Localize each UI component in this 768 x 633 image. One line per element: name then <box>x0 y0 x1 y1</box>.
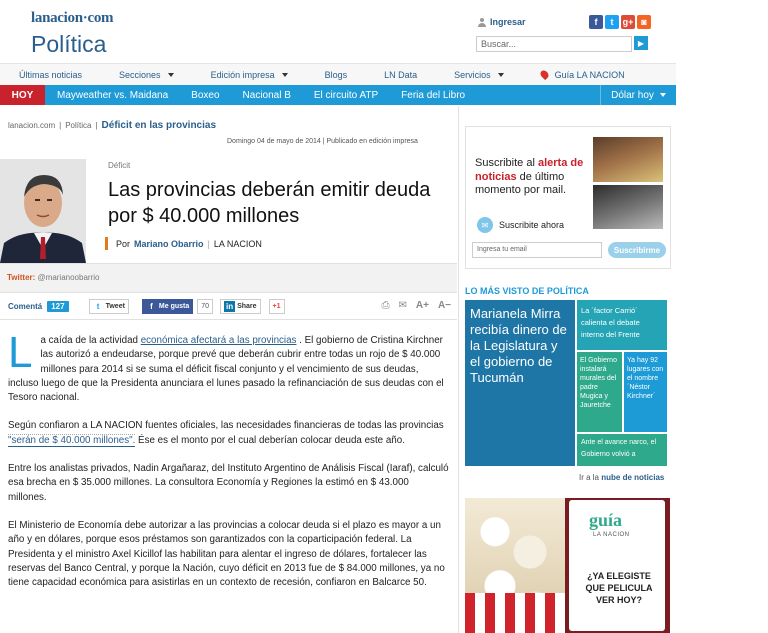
site-logo[interactable]: lanacion·com <box>31 10 114 26</box>
nav-servicios[interactable]: Servicios <box>435 70 522 80</box>
font-increase-icon[interactable]: A+ <box>415 300 429 311</box>
topic-link[interactable]: Mayweather vs. Maidana <box>57 89 169 101</box>
news-alert-box <box>465 126 671 269</box>
author-photo <box>0 159 86 263</box>
article-body <box>8 328 450 604</box>
nav-blogs[interactable]: Blogs <box>324 69 348 80</box>
breadcrumb-section[interactable]: Política <box>65 121 92 130</box>
byline-accent <box>105 237 108 250</box>
share-label: Share <box>237 303 257 310</box>
search-input[interactable]: Buscar... <box>476 36 632 52</box>
subscribe-now-link[interactable] <box>477 217 564 233</box>
twitter-icon: t <box>96 302 100 311</box>
section-title[interactable]: Política <box>31 31 107 57</box>
topic-link[interactable]: Boxeo <box>191 89 220 101</box>
article-tools <box>381 300 451 311</box>
main-nav <box>0 63 676 85</box>
article-byline <box>105 237 262 250</box>
drop-cap: L <box>8 328 33 377</box>
separator: | <box>59 121 62 130</box>
most-viewed-item[interactable]: El Gobierno instalará murales del padre Mugica y Jauretche <box>577 352 622 432</box>
gplus-label: +1 <box>272 303 281 310</box>
arrow-right-icon: ▶ <box>637 38 645 48</box>
dolar-dropdown[interactable] <box>600 85 676 105</box>
outlet-name: LA NACION <box>213 238 262 249</box>
separator: | <box>95 121 98 130</box>
guia-logo-sub: LA NACION <box>593 532 630 538</box>
ad-panel <box>569 500 665 631</box>
user-icon <box>478 18 486 27</box>
article-headline: Las provincias deberán emitir deuda por $ 40.000 millones <box>108 179 431 227</box>
popcorn-box-image <box>465 593 565 633</box>
cloud-link-label: nube de noticias <box>601 473 665 482</box>
nav-edicion-impresa[interactable]: Edición impresa <box>192 70 306 80</box>
caret-down-icon <box>168 73 174 77</box>
alert-text-highlight: alerta de noticias <box>475 157 584 183</box>
tweet-button[interactable] <box>89 299 129 314</box>
googleplus-button[interactable] <box>269 299 285 314</box>
news-cloud-link[interactable] <box>579 473 664 482</box>
email-icon[interactable]: ✉ <box>398 300 407 311</box>
subscribe-button[interactable]: Suscribirme <box>608 242 666 258</box>
tweet-label: Tweet <box>105 303 125 310</box>
topic-link[interactable]: El circuito ATP <box>313 89 379 101</box>
caret-down-icon <box>498 73 504 77</box>
alert-text-a: Suscribite al <box>475 157 538 169</box>
topics-bar <box>0 85 676 105</box>
twitter-icon[interactable]: t <box>605 15 619 29</box>
comment-button[interactable] <box>8 301 69 312</box>
author-portrait-image <box>0 159 86 263</box>
nav-ln-data[interactable]: LN Data <box>384 69 418 80</box>
paragraph <box>8 328 450 405</box>
twitter-handle[interactable]: @marianoobarrio <box>37 273 100 282</box>
site-header <box>0 0 676 85</box>
author-link[interactable]: Mariano Obarrio <box>134 238 204 249</box>
alert-thumbnail-image <box>593 185 663 229</box>
nav-ultimas-noticias[interactable]: Últimas noticias <box>19 69 83 80</box>
guia-logo: guía <box>589 510 623 530</box>
paragraph-text: a caída de la actividad <box>40 335 141 346</box>
most-viewed-item[interactable]: Ante el avance narco, el Gobierno volvió a <box>577 434 667 466</box>
share-bar <box>0 294 457 320</box>
most-viewed-item[interactable]: Ya hay 92 lugares con el nombre ´Néstor Kirchner´ <box>624 352 667 432</box>
facebook-icon[interactable]: f <box>589 15 603 29</box>
topic-link[interactable]: Nacional B <box>242 89 291 101</box>
cloud-prefix: Ir a la <box>579 473 600 482</box>
rss-icon[interactable]: ◙ <box>637 15 651 29</box>
search-button[interactable] <box>634 36 648 50</box>
social-links <box>589 15 651 29</box>
guia-advertisement[interactable] <box>465 498 670 633</box>
paragraph-text: . El gobierno de Cristina Kirchner las autorizó a endeudarse, porque prevé que deberán cubrir entre todas un rojo de $ 40.000 millones para 2014 si se suma el déficit fiscal conjunto y el vencimiento de sus deudas, incluso luego de que la Presidenta anunciara el lunes pasado la refinanciación de sus deudas con el Tesoro nacional. <box>8 335 444 404</box>
paragraph: El Ministerio de Economía debe autorizar a las provincias a colocar deuda si el plazo es mayor a un año y en dólares, porque esos préstamos son garantizados con la coparticipación federal. La Presidenta y el ministro Axel Kicillof las habilitan para alentar el ingreso de dólares, fortalecer las reservas del Banco Central, y porque la Nación, cuyo déficit en 2013 fue de $ 84.000 millones, ya no tiene capacidad económica para asistirlas en un contexto de recesión, confiaron en Balcarce 50. <box>8 519 445 589</box>
most-viewed-item[interactable]: La ´factor Carrió´ calienta el debate interno del Frente <box>577 300 667 350</box>
article-kicker[interactable]: Déficit <box>108 161 131 170</box>
article-header <box>0 150 457 263</box>
byline-prefix: Por <box>116 238 131 249</box>
paragraph: Entre los analistas privados, Nadin Argañaraz, del Instituto Argentino de Análisis Fiscal (Iaraf), calculó esa brecha en $ 35.000 millones. La consultora Economía y Regiones la estimó en $ 43.000 millones. <box>8 463 449 503</box>
most-viewed-item[interactable]: Marianela Mirra recibía dinero de la Legislatura y el gobierno de Tucumán <box>465 300 575 466</box>
facebook-icon: f <box>150 302 153 311</box>
topic-link[interactable]: Feria del Libro <box>401 89 466 101</box>
linkedin-icon: in <box>226 302 234 311</box>
font-decrease-icon[interactable]: A− <box>437 300 451 311</box>
subscribe-now-label: Suscribite ahora <box>499 220 565 230</box>
like-label: Me gusta <box>158 303 190 310</box>
like-button[interactable] <box>142 299 193 314</box>
inline-link[interactable]: económica afectará a las provincias <box>140 335 297 346</box>
linkedin-share-button[interactable] <box>220 299 260 314</box>
breadcrumb-site[interactable]: lanacion.com <box>8 121 56 130</box>
article-dateline: Domingo 04 de mayo de 2014 | Publicado en edición impresa <box>227 138 418 145</box>
alert-text <box>475 157 585 198</box>
paragraph-text: Ése es el monto por el cual deberían colocar deuda este año. <box>135 434 405 446</box>
caret-down-icon <box>282 73 288 77</box>
ad-question: ¿YA ELEGISTE QUE PELICULA VER HOY? <box>585 571 653 605</box>
nav-guia[interactable]: Guía LA NACION <box>522 70 643 80</box>
location-pin-icon <box>538 69 549 80</box>
alert-thumbnail-image <box>593 137 663 182</box>
nav-secciones[interactable]: Secciones <box>100 70 192 80</box>
inline-link[interactable]: "serán de $ 40.000 millones". <box>8 434 136 446</box>
most-viewed-title: LO MÁS VISTO DE POLÍTICA <box>465 286 589 296</box>
print-icon[interactable]: ⎙ <box>381 300 390 311</box>
dolar-label: Dólar hoy <box>611 89 654 101</box>
mail-icon: ✉ <box>477 217 493 233</box>
author-twitter-bar <box>0 263 457 293</box>
alert-text-b: de último momento por mail. <box>475 170 567 196</box>
separator: | <box>207 238 210 249</box>
paragraph-text: Según confiaron a LA NACION fuentes oficiales, las necesidades financieras de todas las provincias <box>8 420 444 432</box>
googleplus-icon[interactable]: g+ <box>622 17 634 27</box>
comment-count: 127 <box>47 301 68 312</box>
comment-label: Comentá <box>8 302 43 311</box>
breadcrumb-tag[interactable]: Déficit en las provincias <box>101 120 217 131</box>
caret-down-icon <box>660 93 666 97</box>
breadcrumb <box>8 120 216 131</box>
sidebar <box>458 106 676 633</box>
login-link[interactable] <box>478 17 526 27</box>
login-label: Ingresar <box>490 17 526 27</box>
hoy-label: HOY <box>0 85 45 105</box>
twitter-label: Twitter: <box>7 273 36 282</box>
email-field[interactable]: Ingresa tu email <box>472 242 602 258</box>
like-count: 70 <box>197 299 213 314</box>
most-viewed-grid <box>465 300 667 466</box>
paragraph <box>8 419 450 448</box>
